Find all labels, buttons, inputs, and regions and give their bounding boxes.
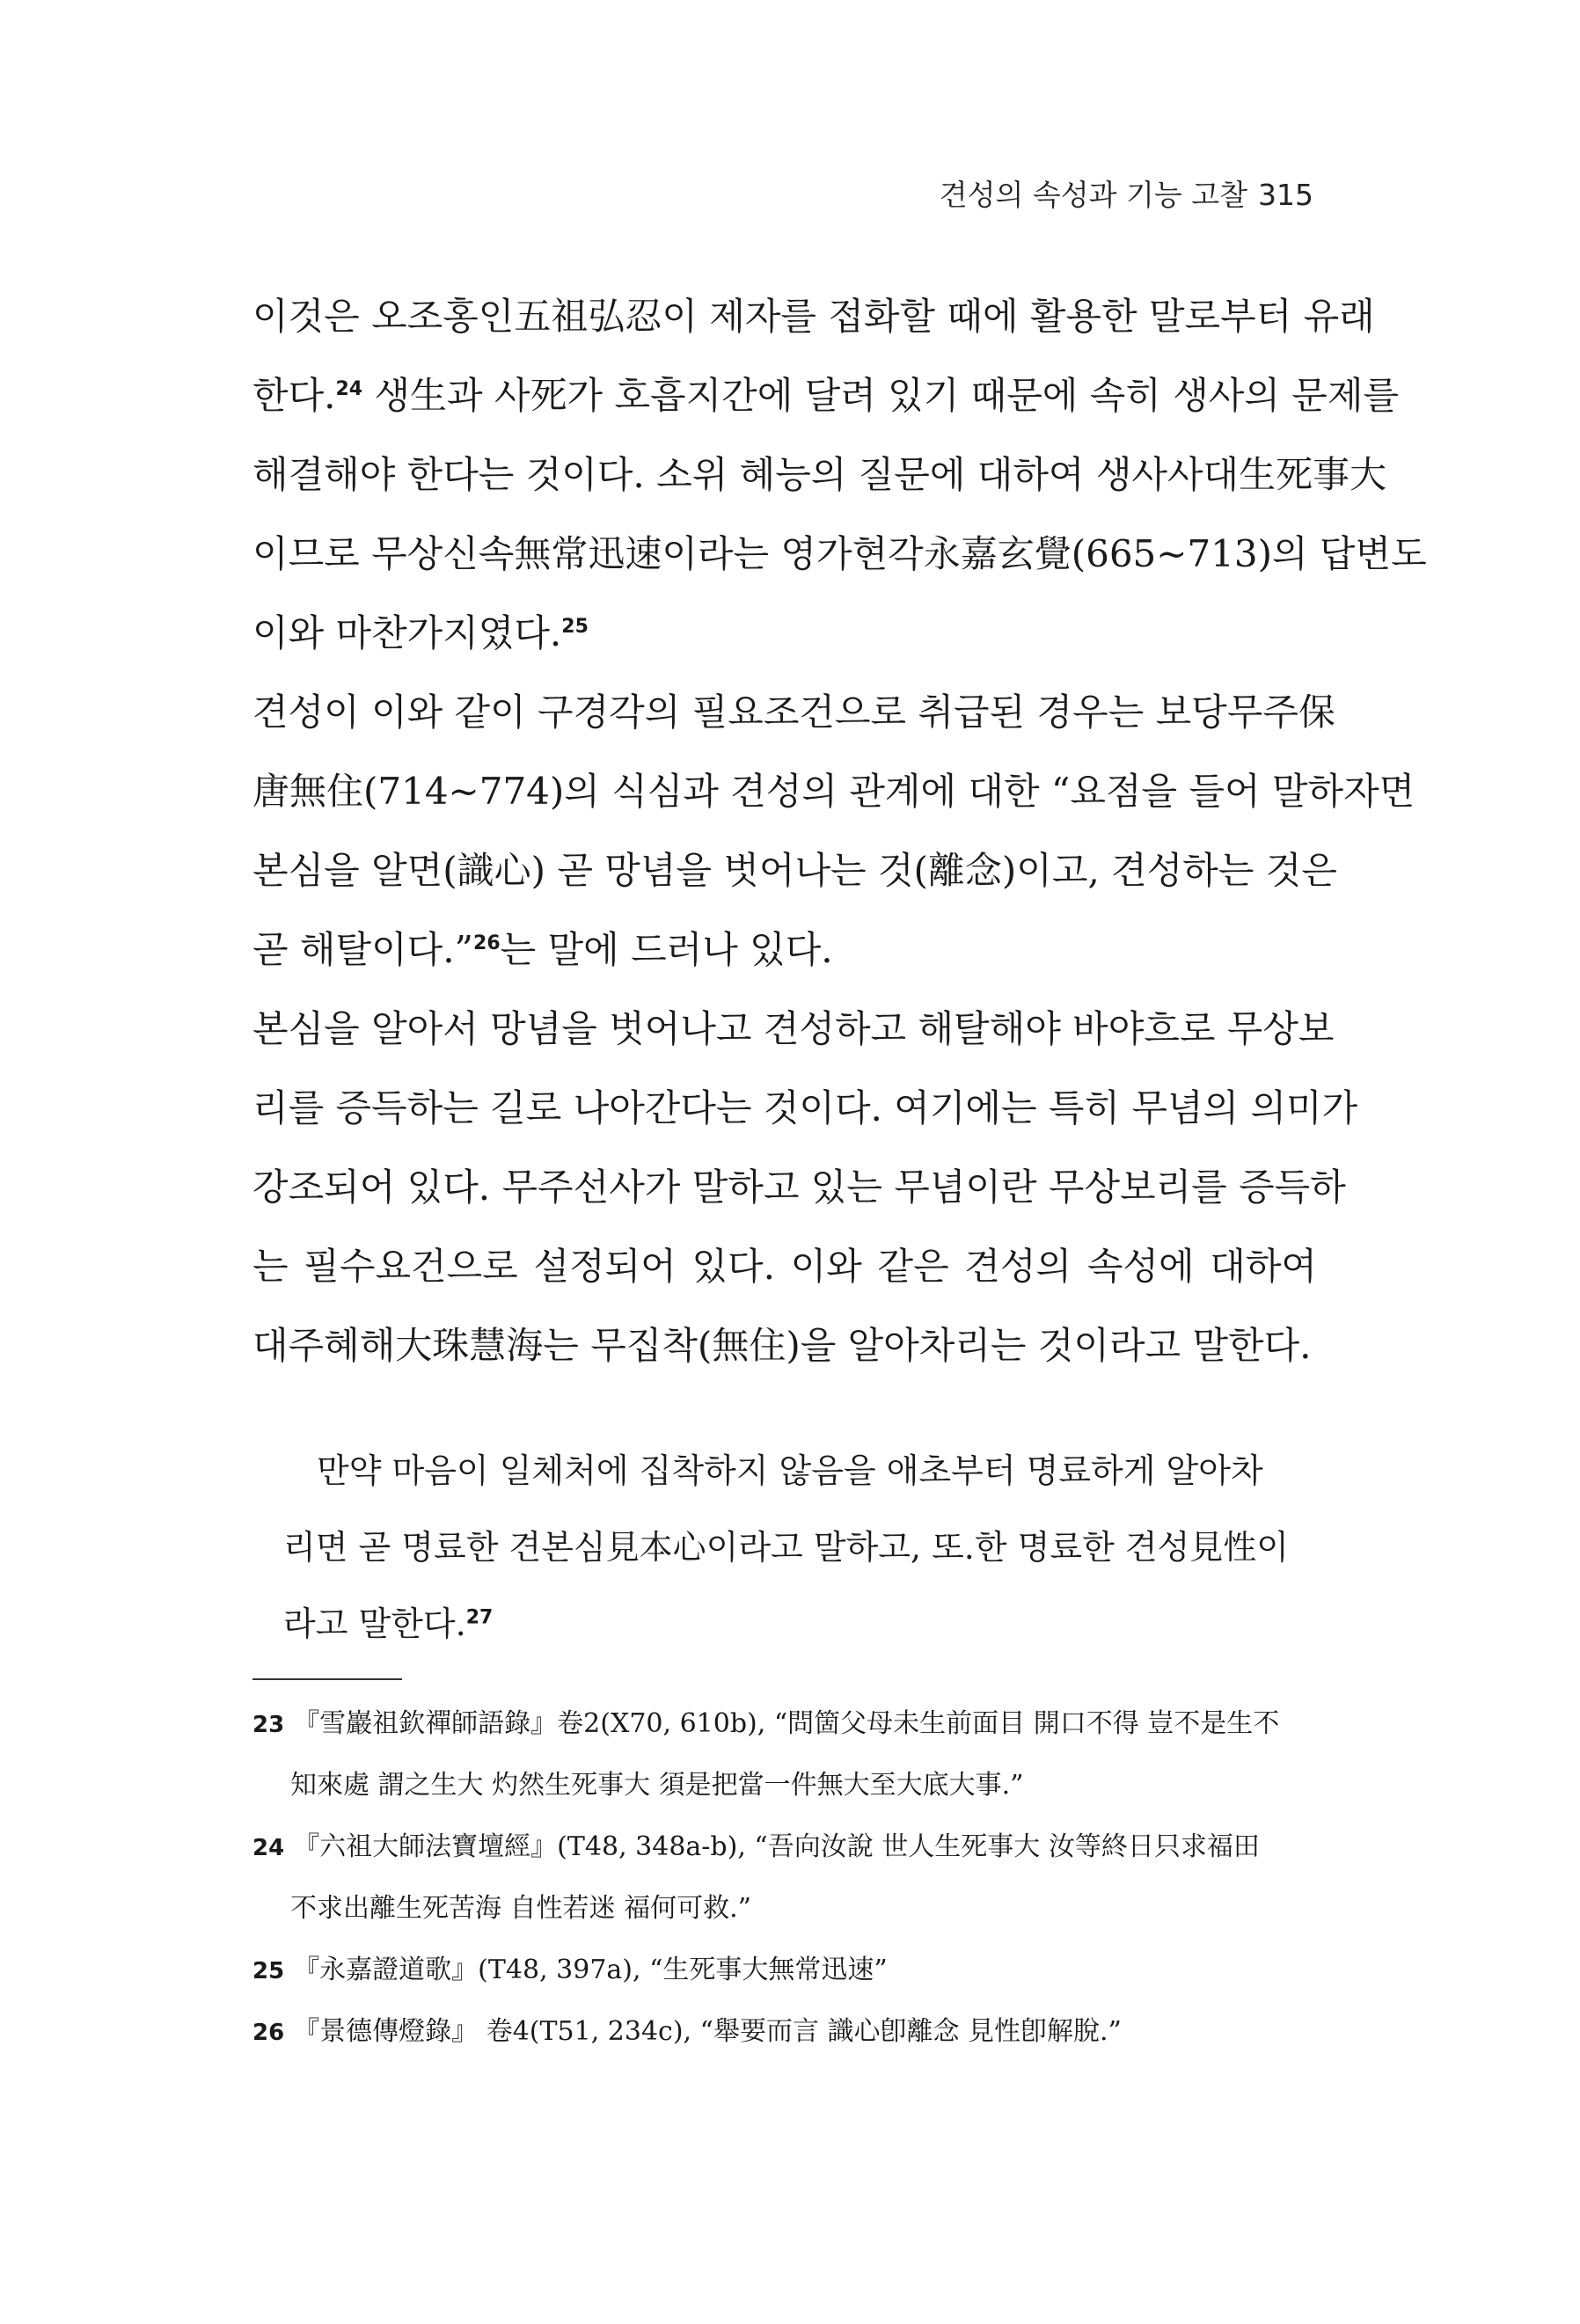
footnote-26: 26 『景德傳燈錄』 卷4(T51, 234c), “舉要而言 識心卽離念 見性卽解脫.” <box>252 2016 1122 2047</box>
footnote-ref[interactable]: 24 <box>335 378 363 400</box>
text-line: 강조되어 있다. 무주선사가 말하고 있는 무념이란 무상보리를 증득하 <box>252 1166 1346 1209</box>
text-line: 이것은 오조홍인五祖弘忍이 제자를 접화할 때에 활용한 말로부터 유래 <box>252 295 1375 338</box>
page-number: 315 <box>1258 178 1313 212</box>
quote-line: 라고 말한다.$^{27}$ <box>283 1604 494 1643</box>
text-line: 한다.$^{24}$ 생生과 사死가 호흡지간에 달려 있기 때문에 속히 생사의 문제를 <box>252 374 1400 417</box>
quote-line: 리면 곧 명료한 견본심見本心이라고 말하고, 또.한 명료한 견성見性이 <box>283 1528 1289 1567</box>
text-line: 본심을 알면(識心) 곧 망념을 벗어나는 것(離念)이고, 견성하는 것은 <box>252 849 1337 892</box>
footnote-25: 25 『永嘉證道歌』(T48, 397a), “生死事大無常迅速” <box>252 1955 888 1985</box>
text-line: 이와 마찬가지였다.$^{25}$ <box>252 611 589 654</box>
text-line: 곧 해탈이다.”$^{26}$는 말에 드러나 있다. <box>252 928 833 971</box>
footnote-24-cont: 不求出離生死苦海 自性若迷 福何可救.” <box>290 1893 751 1924</box>
footnote-number: 26 <box>252 2020 285 2046</box>
text-line: 본심을 알아서 망념을 벗어나고 견성하고 해탈해야 바야흐로 무상보 <box>252 1007 1335 1050</box>
text-line: 이므로 무상신속無常迅速이라는 영가현각永嘉玄覺(665~713)의 답변도 <box>252 532 1427 575</box>
text-line: 견성이 이와 같이 구경각의 필요조건으로 취급된 경우는 보당무주保 <box>252 691 1335 734</box>
quote-line: 만약 마음이 일체처에 집착하지 않음을 애초부터 명료하게 알아차 <box>317 1451 1263 1490</box>
footnote-24: 24 『六祖大師法寶壇經』(T48, 348a-b), “吾向汝說 世人生死事大 汝等終日只求福田 <box>252 1831 1260 1862</box>
footnote-number: 25 <box>252 1958 285 1984</box>
footnote-ref[interactable]: 27 <box>465 1606 494 1629</box>
footnote-23: 23 『雪巖祖欽禪師語錄』卷2(X70, 610b), “問箇父母未生前面目 開口不得 豈不是生不 <box>252 1708 1280 1739</box>
footnote-ref[interactable]: 25 <box>561 616 589 638</box>
text-line: 는 필수요건으로 설정되어 있다. 이와 같은 견성의 속성에 대하여 <box>252 1245 1317 1288</box>
footnote-23-cont: 知來處 謂之生大 灼然生死事大 須是把當一件無大至大底大事.” <box>290 1770 1024 1801</box>
footnote-number: 24 <box>252 1835 285 1861</box>
text-line: 唐無住(714~774)의 식심과 견성의 관계에 대한 “요점을 들어 말하자면 <box>252 770 1415 813</box>
footnote-divider <box>252 1678 402 1680</box>
chapter-title: 견성의 속성과 기능 고찰 <box>939 178 1247 212</box>
running-header <box>940 172 1313 214</box>
footnote-ref[interactable]: 26 <box>473 932 501 954</box>
text-line: 대주혜해大珠慧海는 무집착(無住)을 알아차리는 것이라고 말한다. <box>252 1324 1312 1367</box>
text-line: 리를 증득하는 길로 나아간다는 것이다. 여기에는 특히 무념의 의미가 <box>252 1086 1358 1129</box>
footnote-number: 23 <box>252 1712 285 1738</box>
text-line: 해결해야 한다는 것이다. 소위 혜능의 질문에 대하여 생사사대生死事大 <box>252 453 1387 496</box>
